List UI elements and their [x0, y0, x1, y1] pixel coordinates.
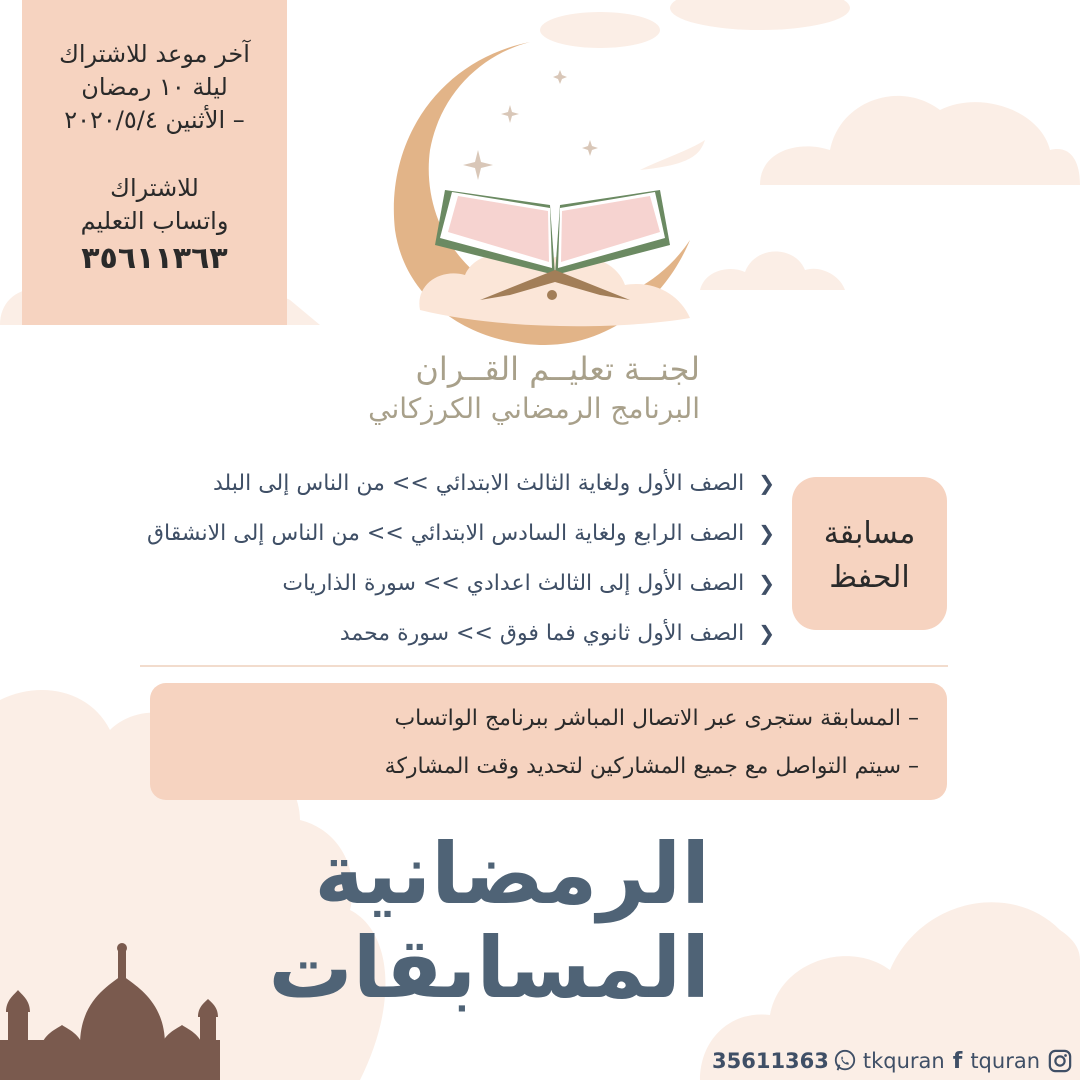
social-footer	[712, 1044, 1072, 1078]
grade-text: الصف الأول إلى الثالث اعدادي >> سورة الذاريات	[282, 571, 745, 596]
main-title-line-1: الرمضانية	[314, 825, 710, 923]
whatsapp-label: واتساب التعليم	[80, 207, 229, 235]
deadline-line-1: آخر موعد للاشتراك	[59, 40, 250, 68]
note-line: – سيتم التواصل مع جميع المشاركين لتحديد وقت المشاركة	[384, 754, 919, 779]
facebook-handle[interactable]: tkquran	[862, 1049, 945, 1073]
whatsapp-icon[interactable]	[833, 1048, 857, 1074]
list-item	[147, 562, 775, 612]
logo-title: لجنــة تعليــم القــران	[415, 350, 700, 388]
divider	[140, 665, 948, 667]
grade-text: الصف الأول ثانوي فما فوق >> سورة محمد	[339, 621, 745, 646]
subscribe-label: للاشتراك	[110, 174, 199, 202]
instagram-handle[interactable]: tquran	[970, 1049, 1041, 1073]
facebook-icon[interactable]: f	[952, 1048, 963, 1074]
chevron-icon: ❮	[758, 521, 775, 545]
notes-box	[150, 683, 947, 800]
badge-line-1: مسابقة	[823, 516, 916, 551]
whatsapp-number[interactable]: 35611363	[712, 1049, 829, 1073]
chevron-icon: ❮	[758, 471, 775, 495]
main-title-line-2: المسابقات	[268, 919, 710, 1017]
competition-badge	[792, 477, 947, 630]
grade-text: الصف الأول ولغاية الثالث الابتدائي >> من الناس إلى البلد	[212, 471, 745, 496]
logo-subtitle: البرنامج الرمضاني الكرزكاني	[368, 392, 700, 425]
list-item	[147, 612, 775, 662]
list-item	[147, 512, 775, 562]
chevron-icon: ❮	[758, 621, 775, 645]
deadline-line-2: ليلة ١٠ رمضان	[81, 73, 228, 101]
list-item	[147, 462, 775, 512]
note-line: – المسابقة ستجرى عبر الاتصال المباشر ببرنامج الواتساب	[394, 706, 919, 731]
grade-text: الصف الرابع ولغاية السادس الابتدائي >> من الناس إلى الانشقاق	[146, 521, 745, 546]
badge-line-2: الحفظ	[829, 560, 910, 595]
instagram-icon[interactable]	[1048, 1048, 1072, 1074]
grades-list	[147, 462, 775, 662]
deadline-box	[22, 0, 287, 325]
deadline-line-3: – الأثنين ٢٠٢٠/٥/٤	[64, 106, 245, 134]
deadline-phone: ٣٥٦١١٣٦٣	[81, 241, 228, 276]
chevron-icon: ❮	[758, 571, 775, 595]
